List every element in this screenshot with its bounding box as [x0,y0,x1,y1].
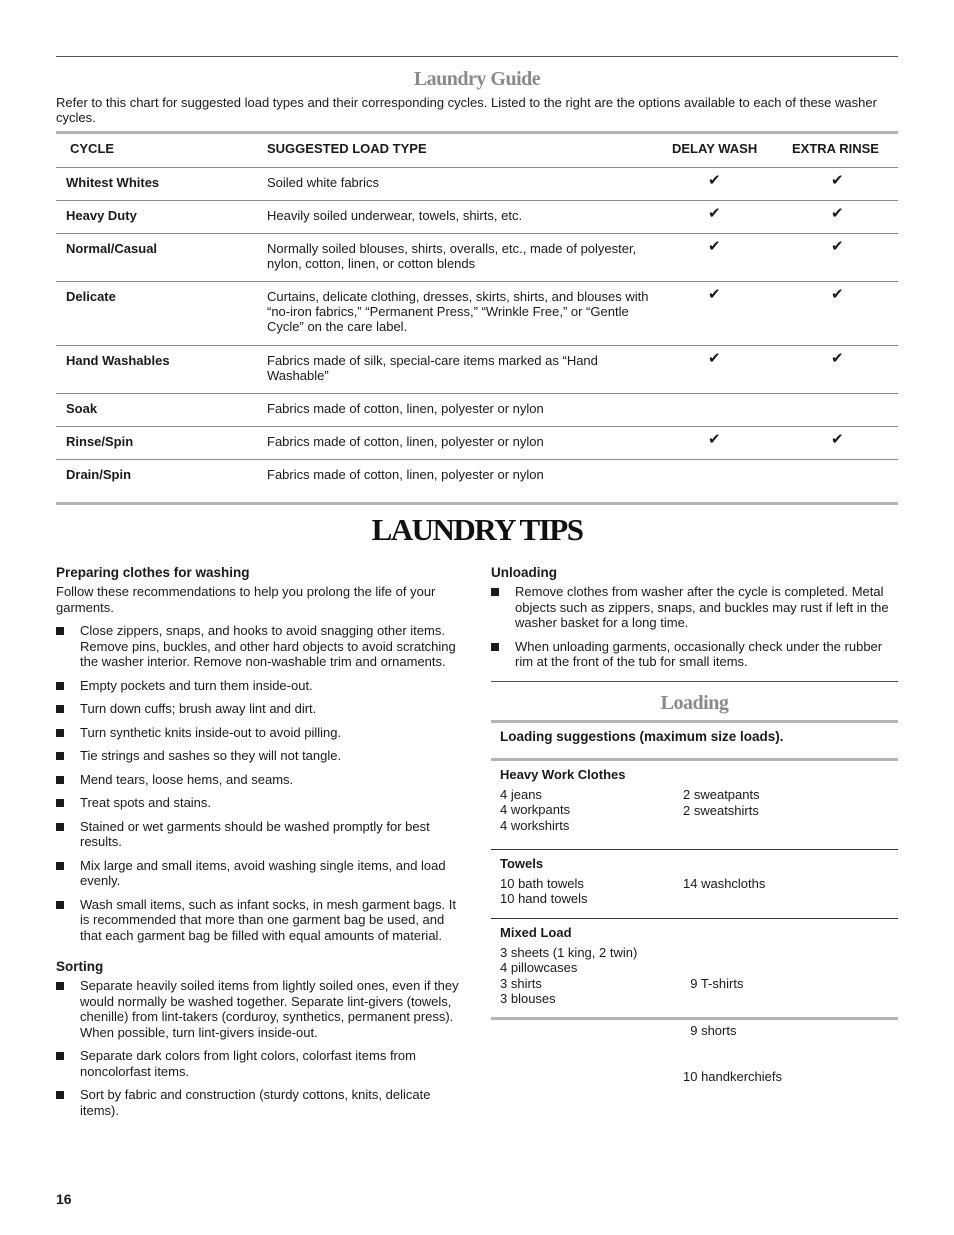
loading-table [491,720,898,1084]
laundry-tips-title: LAUNDRY TIPS [371,512,583,547]
preparing-list [56,623,462,943]
laundry-guide-intro: Refer to this chart for suggested load types and their corresponding cycles. Listed to the right are the options available to each of these washer cycles. [56,95,877,125]
delay-wash-check-icon: ✔ [708,238,721,255]
list-item: Wash small items, such as infant socks, in mesh garment bags. It is recommended that more than one garment bag be used, and that each garment bag be filled with equal amounts of material. [56,897,462,944]
bullet-icon [56,627,64,635]
list-item: Turn down cuffs; brush away lint and dirt. [56,701,462,717]
extra-rinse-check-icon: ✔ [831,238,844,255]
list-item: Separate heavily soiled items from lightly soiled ones, even if they would normally be washed together. Separate lint-givers (towels, chenille) from lint-takers (corduroy, synthetics, permanent press). When possible, turn lint-givers inside-out. [56,978,462,1040]
list-item: Empty pockets and turn them inside-out. [56,678,462,694]
loading-title: Loading [660,692,729,714]
list-item: Sort by fabric and construction (sturdy cottons, knits, delicate items). [56,1087,462,1118]
table-row: Rinse/Spin Fabrics made of cotton, linen, polyester or nylon ✔ ✔ [66,431,844,449]
table-row: Drain/Spin Fabrics made of cotton, linen, polyester or nylon [66,467,544,482]
header-delay-wash: DELAY WASH [672,141,758,156]
bullet-icon [56,776,64,784]
table-row: Whitest Whites Soiled white fabrics ✔ ✔ [66,172,844,190]
table-row: Normal/Casual Normally soiled blouses, shirts, overalls, etc., made of polyester, nylon, cotton, linen, or cotton blends ✔ ✔ [66,238,844,271]
bullet-icon [56,901,64,909]
list-item: Separate dark colors from light colors, colorfast items from noncolorfast items. [56,1048,462,1079]
extra-rinse-check-icon: ✔ [831,286,844,303]
list-item: Mix large and small items, avoid washing single items, and load evenly. [56,858,462,889]
list-item: Treat spots and stains. [56,795,462,811]
bullet-icon [56,705,64,713]
extra-rinse-check-icon: ✔ [831,172,844,189]
preparing-intro: Follow these recommendations to help you prolong the life of your garments. [56,584,436,615]
right-column [491,565,898,670]
delay-wash-check-icon: ✔ [708,350,721,367]
laundry-guide-title: Laundry Guide [413,68,541,90]
load-section-heavy-work-clothes: Heavy Work Clothes 4 jeans 4 workpants 4 workshirts 2 sweatpants 2 sweatshirts [500,767,760,833]
delay-wash-check-icon: ✔ [708,205,721,222]
header-load-type: SUGGESTED LOAD TYPE [267,141,427,156]
bullet-icon [491,643,499,651]
page-number: 16 [56,1191,72,1207]
list-item: Remove clothes from washer after the cycle is completed. Metal objects such as zippers, snaps, and buckles may rust if left in the washer basket for a long time. [491,584,898,631]
load-section-mixed-load: Mixed Load 3 sheets (1 king, 2 twin) 4 pillowcases 3 shirts 3 blouses 9 T-shirts 9 shorts 10 handkerchiefs [500,925,783,1084]
top-rule [56,56,898,57]
table-header-row [56,134,898,167]
unloading-list [491,584,898,670]
table-bottom-rule [56,502,898,505]
bullet-icon [56,823,64,831]
extra-rinse-check-icon: ✔ [831,431,844,448]
bullet-icon [56,1091,64,1099]
list-item: Tie strings and sashes so they will not tangle. [56,748,462,764]
list-item: When unloading garments, occasionally check under the rubber rim at the front of the tub for small items. [491,639,898,670]
unloading-heading: Unloading [491,565,557,580]
delay-wash-check-icon: ✔ [708,431,721,448]
bullet-icon [56,982,64,990]
loading-top-rule [491,681,898,682]
header-cycle: CYCLE [70,141,115,156]
bullet-icon [56,862,64,870]
loading-suggestions: Loading suggestions (maximum size loads). [500,729,784,744]
list-item: Close zippers, snaps, and hooks to avoid snagging other items. Remove pins, buckles, and other hard objects to avoid scratching the washer interior. Remove non-washable trim and ornaments. [56,623,462,670]
bullet-icon [56,729,64,737]
table-row: Hand Washables Fabrics made of silk, special-care items marked as “Hand Washable” ✔ ✔ [66,350,844,383]
laundry-guide-table [56,131,898,505]
list-item: Turn synthetic knits inside-out to avoid pilling. [56,725,462,741]
bullet-icon [491,588,499,596]
header-extra-rinse: EXTRA RINSE [792,141,879,156]
list-item: Stained or wet garments should be washed promptly for best results. [56,819,462,850]
preparing-heading: Preparing clothes for washing [56,565,250,580]
extra-rinse-check-icon: ✔ [831,205,844,222]
bullet-icon [56,752,64,760]
left-column [56,565,462,1118]
bullet-icon [56,1052,64,1060]
extra-rinse-check-icon: ✔ [831,350,844,367]
delay-wash-check-icon: ✔ [708,286,721,303]
load-section-towels: Towels 10 bath towels 10 hand towels 14 washcloths [500,856,766,906]
table-row: Delicate Curtains, delicate clothing, dresses, skirts, shirts, and blouses with “no-iron fabrics,” “Permanent Press,” “Wrinkle Free,” or “Gentle Cycle” on the care label. ✔ ✔ [66,286,844,334]
table-row: Heavy Duty Heavily soiled underwear, towels, shirts, etc. ✔ ✔ [66,205,844,223]
bullet-icon [56,682,64,690]
sorting-list [56,978,462,1118]
delay-wash-check-icon: ✔ [708,172,721,189]
sorting-heading: Sorting [56,959,104,974]
list-item: Mend tears, loose hems, and seams. [56,772,462,788]
table-row: Soak Fabrics made of cotton, linen, polyester or nylon [66,401,544,416]
bullet-icon [56,799,64,807]
